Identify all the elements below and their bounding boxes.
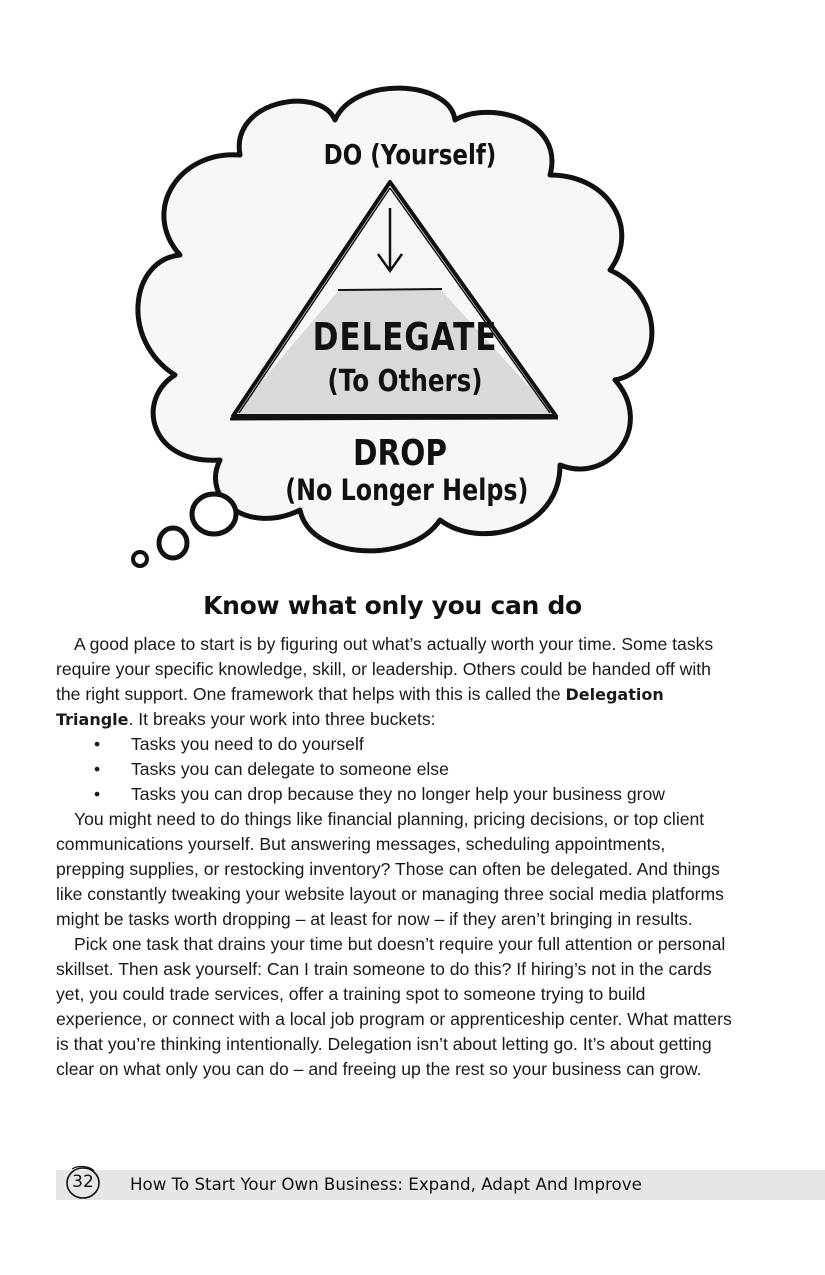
bullet-icon: • [94, 784, 101, 804]
label-drop: DROP [353, 433, 447, 474]
delegation-triangle-figure [120, 80, 700, 580]
list-item-text: Tasks you can delegate to someone else [131, 759, 449, 779]
bucket-list [56, 732, 736, 807]
page-number-badge [64, 1163, 102, 1203]
label-to-others: (To Others) [327, 364, 483, 399]
paragraph-intro-tail: . It breaks your work into three buckets: [128, 709, 436, 729]
section-heading: Know what only you can do [203, 590, 582, 620]
label-delegate: DELEGATE [312, 315, 498, 359]
running-footer-title: How To Start Your Own Business: Expand, Adapt And Improve [130, 1175, 642, 1195]
delegation-triangle-term: Delegation Triangle [56, 685, 664, 729]
label-no-longer-helps: (No Longer Helps) [285, 473, 529, 507]
paragraph-examples: You might need to do things like financial planning, pricing decisions, or top client communications yourself. But answering messages, scheduling appointments, prepping supplies, or restocking inventory? Those can often be delegated. And things like constantly tweaking your website layout or managing three social media platforms might be tasks worth dropping – at least for now – if they aren’t bringing in results. [56, 809, 724, 929]
thought-bubble-dot-medium [159, 528, 187, 558]
body-text [56, 632, 736, 1082]
list-item-text: Tasks you can drop because they no longer help your business grow [131, 784, 665, 804]
paragraph-intro [56, 632, 736, 732]
paragraph-intro-text: A good place to start is by figuring out what’s actually worth your time. Some tasks require your specific knowledge, skill, or leadership. Others could be handed off with the right support. One framework that helps with this is called the [56, 634, 714, 704]
list-item [56, 732, 736, 757]
paragraph-action: Pick one task that drains your time but doesn’t require your full attention or personal skillset. Then ask yourself: Can I train someone to do this? If hiring’s not in the cards yet, you could trade services, offer a training spot to someone trying to build experience, or connect with a local job program or apprenticeship center. What matters is that you’re thinking intentionally. Delegation isn’t about letting go. It’s about getting clear on what only you can do – and freeing up the rest so your business can grow. [56, 934, 732, 1079]
list-item [56, 757, 736, 782]
bullet-icon: • [94, 734, 101, 754]
list-item-text: Tasks you need to do yourself [131, 734, 364, 754]
page-number: 32 [72, 1172, 94, 1192]
thought-bubble-dot-small [133, 552, 147, 566]
thought-bubble-dot-large [192, 494, 236, 534]
list-item [56, 782, 736, 807]
label-do-yourself: DO (Yourself) [323, 138, 497, 171]
bullet-icon: • [94, 759, 101, 779]
